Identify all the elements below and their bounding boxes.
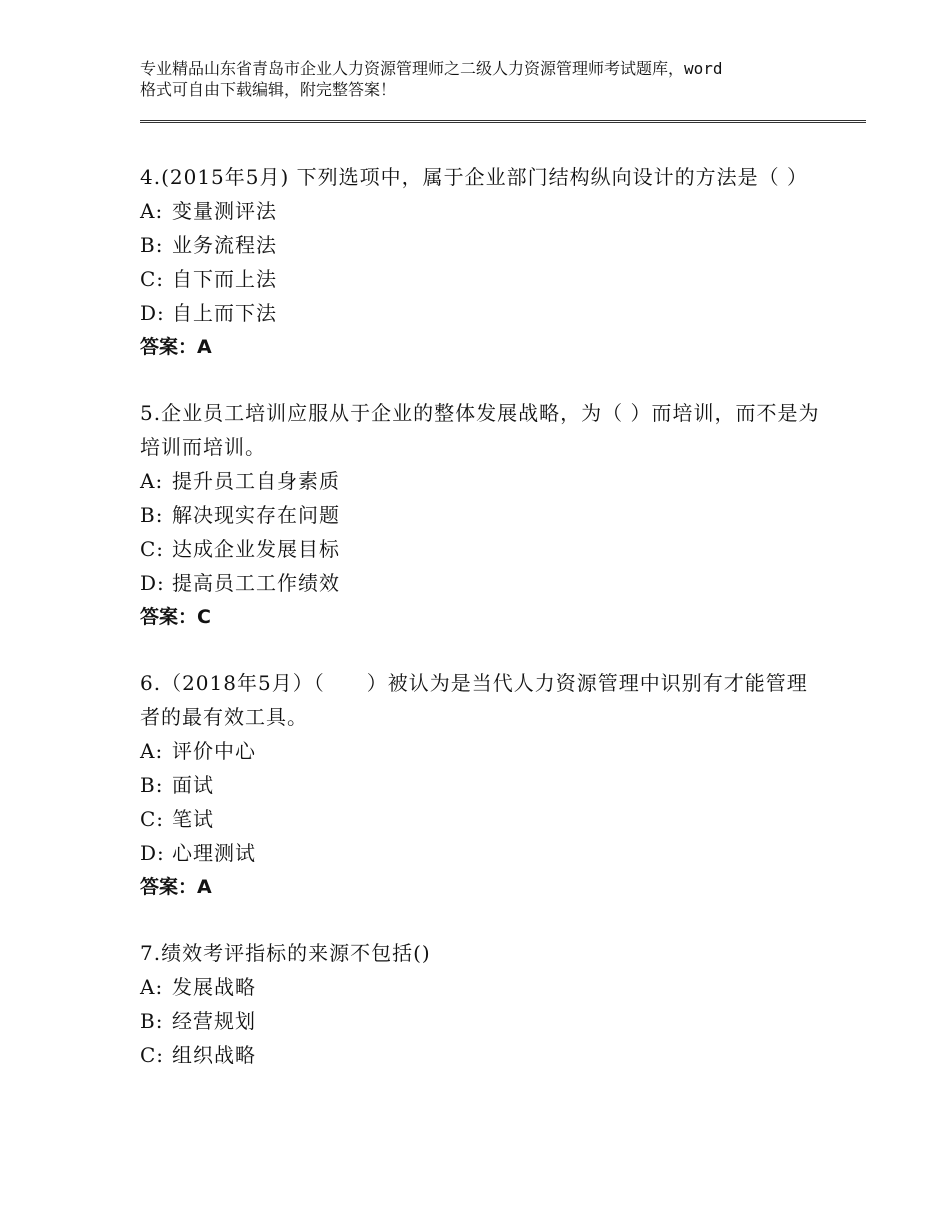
option-text: 组织战略 bbox=[172, 1043, 256, 1067]
option-text: 提高员工工作绩效 bbox=[172, 571, 340, 595]
option-a bbox=[140, 734, 820, 768]
option-a bbox=[140, 194, 820, 228]
answer-label: 答案：A bbox=[140, 876, 212, 898]
option-text: 面试 bbox=[172, 773, 214, 797]
option-key: D: bbox=[140, 301, 165, 325]
header-line-2: 格式可自由下载编辑，附完整答案！ bbox=[140, 80, 397, 99]
option-c bbox=[140, 1038, 820, 1072]
question-text: 7.绩效考评指标的来源不包括() bbox=[140, 941, 431, 965]
option-text: 自下而上法 bbox=[172, 267, 277, 291]
question-list bbox=[140, 160, 820, 1104]
option-c bbox=[140, 802, 820, 836]
option-text: 发展战略 bbox=[172, 975, 256, 999]
option-key: D: bbox=[140, 571, 165, 595]
question-text: 6.（2018年5月）（ ）被认为是当代人力资源管理中识别有才能管理者的最有效工具。 bbox=[140, 671, 808, 729]
answer-label: 答案：A bbox=[140, 336, 212, 358]
question-4 bbox=[140, 160, 820, 364]
option-key: B: bbox=[140, 773, 164, 797]
option-text: 业务流程法 bbox=[172, 233, 277, 257]
header-divider bbox=[140, 120, 866, 123]
option-b bbox=[140, 1004, 820, 1038]
option-text: 自上而下法 bbox=[172, 301, 277, 325]
option-a bbox=[140, 464, 820, 498]
option-text: 笔试 bbox=[172, 807, 214, 831]
option-key: A: bbox=[140, 975, 164, 999]
option-c bbox=[140, 532, 820, 566]
option-text: 变量测评法 bbox=[172, 199, 277, 223]
option-text: 达成企业发展目标 bbox=[172, 537, 340, 561]
option-key: B: bbox=[140, 233, 164, 257]
option-key: C: bbox=[140, 807, 165, 831]
option-key: A: bbox=[140, 739, 164, 763]
option-text: 心理测试 bbox=[172, 841, 256, 865]
question-text: 4.(2015年5月) 下列选项中，属于企业部门结构纵向设计的方法是（ ） bbox=[140, 165, 809, 189]
option-a bbox=[140, 970, 820, 1004]
question-text: 5.企业员工培训应服从于企业的整体发展战略，为（ ）而培训，而不是为培训而培训。 bbox=[140, 401, 820, 459]
option-d bbox=[140, 836, 820, 870]
header-line-1: 专业精品山东省青岛市企业人力资源管理师之二级人力资源管理师考试题库，word bbox=[140, 59, 723, 78]
option-text: 评价中心 bbox=[172, 739, 256, 763]
option-text: 解决现实存在问题 bbox=[172, 503, 340, 527]
option-key: A: bbox=[140, 469, 164, 493]
question-7 bbox=[140, 936, 820, 1072]
question-5 bbox=[140, 396, 820, 634]
option-text: 经营规划 bbox=[172, 1009, 256, 1033]
option-b bbox=[140, 768, 820, 802]
option-key: B: bbox=[140, 1009, 164, 1033]
option-c bbox=[140, 262, 820, 296]
option-key: C: bbox=[140, 267, 165, 291]
option-key: B: bbox=[140, 503, 164, 527]
option-b bbox=[140, 498, 820, 532]
answer-label: 答案：C bbox=[140, 606, 211, 628]
option-key: C: bbox=[140, 1043, 165, 1067]
option-key: D: bbox=[140, 841, 165, 865]
document-header bbox=[140, 58, 840, 100]
option-b bbox=[140, 228, 820, 262]
option-text: 提升员工自身素质 bbox=[172, 469, 340, 493]
option-d bbox=[140, 566, 820, 600]
option-d bbox=[140, 296, 820, 330]
option-key: A: bbox=[140, 199, 164, 223]
option-key: C: bbox=[140, 537, 165, 561]
question-6 bbox=[140, 666, 820, 904]
